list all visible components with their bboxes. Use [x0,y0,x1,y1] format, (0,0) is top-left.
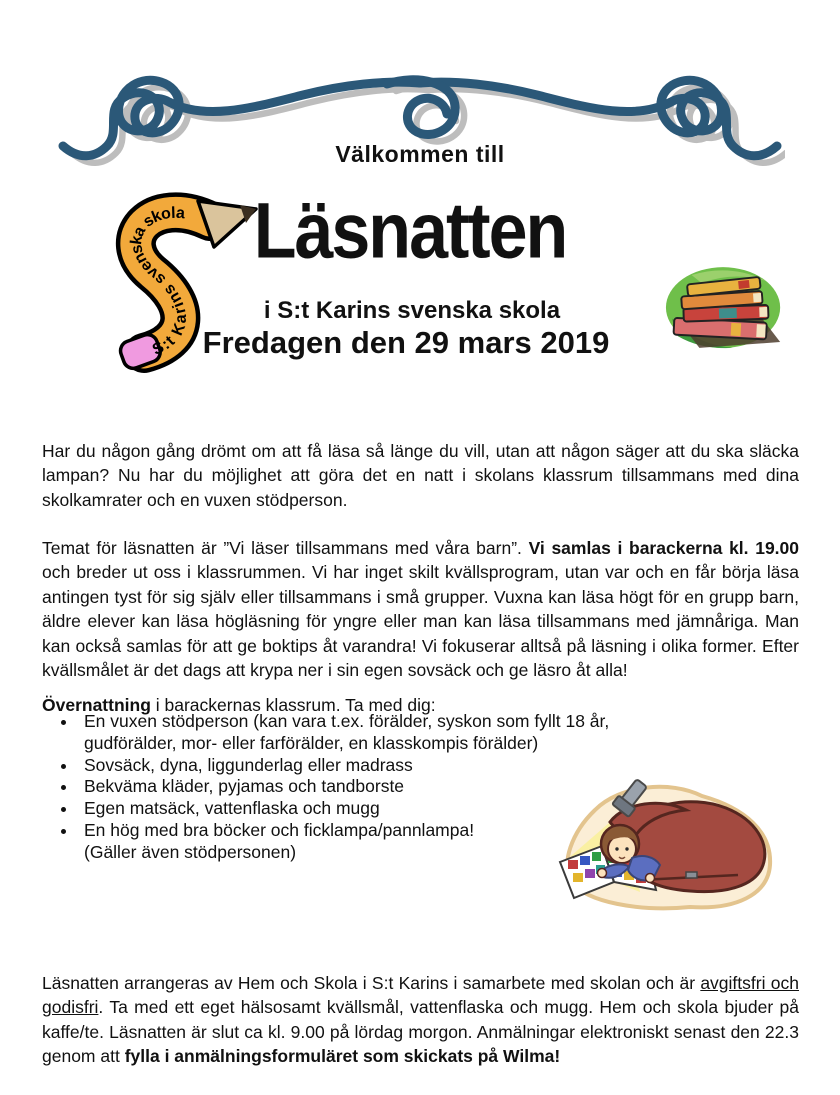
footer-text-start: Läsnatten arrangeras av Hem och Skola i S:t Karins i samarbete med skolan och är [42,972,701,993]
reading-child-icon [540,770,780,920]
child-hand-right [646,874,655,883]
intro-paragraph: Har du någon gång drömt om att få läsa så länge du vill, utan att någon säger att du ska släcka lampan? Nu har du möjlighet att göra det en natt i skolans klassrum tillsammans med dina skolkamrater och en vuxen stödperson. [42,440,799,510]
list-note: (Gäller även stödpersonen) [84,841,297,862]
list-item-support-person: • En vuxen stödperson (kan vara t.ex. förälder, syskon som fyllt 18 år, gudförälder, mor- eller farförälder, en klasskompis förälder) [78,711,672,755]
footer-text-middle: . Ta med ett eget hälsosamt kvällsmål, vattenflaska och mugg. Hem och skola bjuder på kaffe/te. Läsnatten är slut ca kl. 9.00 på lördag morgon. Anmälningar elektroniskt senast den 22.3 genom att [42,997,799,1066]
overnight-rest: i barackernas klassrum. Ta med dig: [150,694,436,715]
theme-text-start: Temat för läsnatten är ”Vi läser tillsammans med våra barn”. [42,537,529,558]
meeting-time-bold: Vi samlas i barackerna kl. 19.00 [528,537,799,558]
overnight-bold: Övernattning [42,694,151,715]
list-item-snack: • Egen matsäck, vattenflaska och mugg [78,798,672,820]
child-hand-left [598,869,607,878]
logo-text: S:t Karins svenska skola [128,204,190,359]
child-eye-right [625,847,628,850]
zipper-pull [686,872,697,878]
child-eye-left [615,847,618,850]
list-item-sleeping-bag: • Sovsäck, dyna, liggunderlag eller madrass [78,755,672,777]
theme-paragraph [42,536,799,683]
books-stack-icon [662,261,790,360]
fee-free-underline: avgiftsfri och godisfri [42,972,800,1017]
event-date: Fredagen den 29 mars 2019 [202,325,610,360]
list-item-books-text: En hög med bra böcker och ficklampa/pannlampa! [84,819,475,840]
wilma-signup-bold: fylla i anmälningsformuläret som skickats på Wilma! [124,1046,561,1066]
theme-text-rest: och breder ut oss i klassrummen. Vi har inget skilt kvällsprogram, utan var och en får börja läsa antingen tyst för sig själv eller tillsammans i små grupper. Vuxna kan läsa högt för en grupp barn, äldre elever kan läsa högläsning för yngre eller man kan läsa tillsammans med jämnåriga. Man kan också samlas för att ge boktips åt varandra! Vi fokuserar alltså på läsning i olika former. Efter kvällsmålet är det dags att krypa ner i sin egen sovsäck och ge läsro åt alla! [42,562,799,680]
child-arm [628,856,660,880]
welcome-line: Välkommen till [335,141,505,167]
page-subtitle: i S:t Karins svenska skola [263,297,561,324]
list-item-clothes: • Bekväma kläder, pyjamas och tandborste [78,776,672,798]
page-title: Läsnatten [253,187,567,275]
organizer-paragraph [42,971,799,1069]
